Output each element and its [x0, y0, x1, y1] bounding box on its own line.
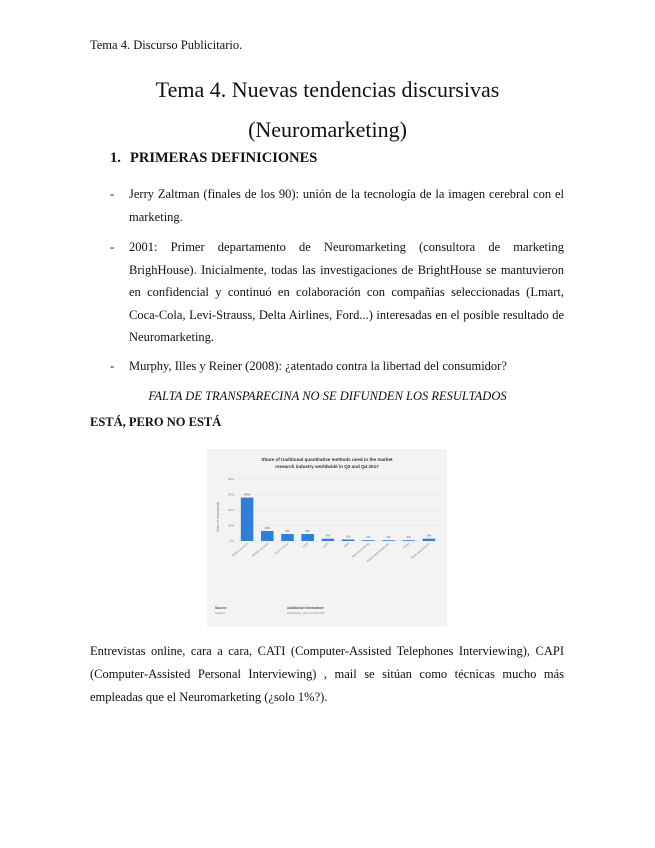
section-heading — [110, 150, 317, 167]
chart-category-label: Mobile surveys — [251, 541, 269, 558]
chart-bar — [261, 531, 274, 541]
chart-value-label: 1% — [366, 535, 371, 540]
bullet-item — [110, 236, 564, 349]
section-number: 1. — [110, 150, 121, 166]
chart-value-label: 13% — [264, 525, 271, 530]
chart-value-label: 9% — [305, 529, 310, 534]
page-header: Tema 4. Discurso Publicitario. — [90, 38, 243, 52]
page-subtitle: (Neuromarketing) — [248, 117, 407, 142]
chart-category-label: Online surveys — [230, 541, 249, 558]
chart-category-label: Other quantitative — [409, 541, 431, 560]
chart-category-label: Neuromarketing — [351, 541, 370, 559]
chart-bar — [301, 534, 314, 541]
chart-ylabel: Share of respondents — [216, 501, 220, 533]
bullet-dash: - — [110, 240, 115, 254]
chart-ytick-label: 60% — [227, 492, 234, 497]
chart-additional-text: Worldwide; Q3 and Q4 2017 — [287, 611, 325, 615]
chart-value-label: 56% — [244, 492, 251, 497]
chart-source-title: Source — [215, 606, 227, 610]
chart-category-label: Mail — [342, 541, 350, 549]
chart-bar — [362, 540, 375, 541]
chart-ytick-label: 80% — [227, 477, 234, 481]
chart-bar — [423, 539, 436, 541]
chart-source-text: Statista — [215, 611, 226, 615]
chart-title-line1: Share of traditional quantitative methods used in the market — [261, 457, 393, 462]
chart-bar — [342, 539, 355, 541]
section-heading-text: PRIMERAS DEFINICIONES — [130, 150, 318, 166]
chart-bar — [322, 539, 335, 541]
chart-category-label: Other — [402, 541, 411, 550]
bullet-text: Jerry Zaltman (finales de los 90): unión de la tecnología de la imagen cerebral con el marketing. — [129, 187, 564, 224]
chart-value-label: 1% — [406, 535, 411, 540]
chart-bar — [402, 540, 415, 541]
chart-value-label: 3% — [325, 533, 331, 538]
chart-category-label: CAPI — [321, 541, 330, 550]
chart-bar — [281, 534, 294, 541]
chart-value-label: 2% — [345, 534, 351, 539]
chart-value-label: 3% — [426, 533, 432, 538]
italic-note: FALTA DE TRANSPARECINA NO SE DIFUNDEN LOS RESULTADOS — [148, 389, 507, 403]
bar-chart — [207, 449, 447, 627]
chart-additional-title: Additional Information: — [287, 606, 325, 610]
bullet-text: Murphy, Illes y Reiner (2008): ¿atentado contra la libertad del consumidor? — [129, 359, 507, 373]
chart-ytick-label: 0% — [229, 539, 234, 543]
chart-category-label: Face-to-face — [273, 541, 290, 556]
subsection-heading: ESTÁ, PERO NO ESTÁ — [90, 415, 222, 429]
chart-category-label: CATI — [301, 541, 310, 550]
chart-category-label: Automated telephone — [365, 541, 391, 564]
bullet-item — [110, 355, 564, 378]
chart-value-label: 9% — [285, 529, 290, 534]
page-title: Tema 4. Nuevas tendencias discursivas — [155, 77, 500, 102]
bullet-item — [110, 183, 564, 228]
chart-bar — [382, 540, 395, 541]
bullet-dash: - — [110, 187, 115, 201]
bullet-text: 2001: Primer departamento de Neuromarketing (consultora de marketing BrighHouse). Inicialmente, todas las investigaciones de BrightHouse se mantuvieron en confidencial y continuó en colaboración con compañías seleccionadas (Lmart, Coca-Cola, Levi-Strauss, Delta Airlines, Ford...) interesadas en el posible resultado de Neuromarketing. — [129, 240, 564, 344]
chart-ytick-label: 20% — [227, 523, 234, 528]
bullet-dash: - — [110, 359, 115, 373]
chart-bar — [241, 498, 254, 541]
body-paragraph: Entrevistas online, cara a cara, CATI (Computer-Assisted Telephones Interviewing), CAPI (Computer-Assisted Personal Interviewing) , mail se sitúan como técnicas mucho más empleadas que el Neuromarketing (¿solo 1%?). — [90, 644, 564, 704]
chart-image — [207, 449, 447, 627]
chart-title-line2: research industry worldwide in Q3 and Q4 2017 — [275, 464, 379, 469]
chart-ytick-label: 40% — [227, 508, 234, 512]
chart-value-label: 1% — [386, 535, 391, 540]
